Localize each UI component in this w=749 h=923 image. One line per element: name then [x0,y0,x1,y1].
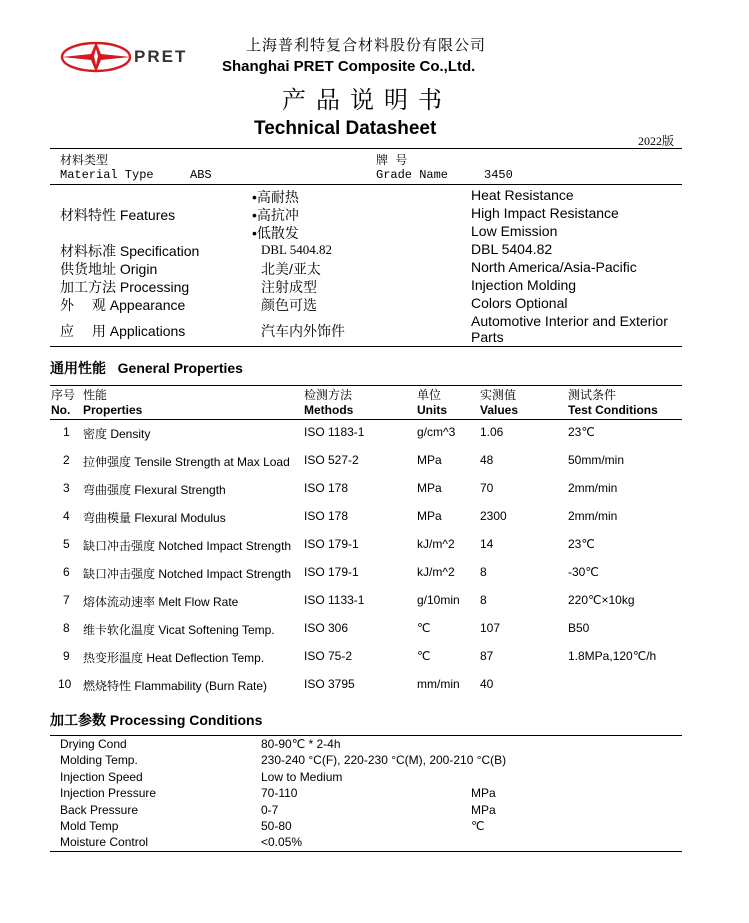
edition: 2022版 [638,134,675,148]
cell-method: ISO 178 [304,509,349,523]
cell-unit: MPa [417,453,442,467]
cell-no: 1 [63,425,70,439]
cell-prop: 弯曲强度 Flexural Strength [83,483,226,497]
cell-cond: -30℃ [568,565,599,579]
features-label: 材料特性 Features [60,207,176,223]
cell-no: 3 [63,481,70,495]
cell-method: ISO 178 [304,481,349,495]
material-type-value: ABS [190,168,212,182]
list-item [0,819,749,835]
cell-value: 1.06 [480,425,504,439]
feature-en-3: Low Emission [471,223,558,239]
applications-en-2: Parts [471,329,504,345]
table-row [0,481,749,501]
table-row [0,565,749,585]
company-logo [60,40,200,74]
proc-value: 230-240 °C(F), 220-230 °C(M), 200-210 °C(B) [261,753,507,768]
processing-heading: 加工参数 Processing Conditions [50,712,263,728]
table-row [0,621,749,641]
cell-no: 8 [63,621,70,635]
proc-value: 70-110 [261,786,298,801]
cell-cond: 50mm/min [568,453,625,467]
feature-en-1: Heat Resistance [471,187,574,203]
proc-value: <0.05% [261,835,303,850]
general-header-en: No. Properties Methods Units Values Test Conditions [51,403,658,417]
top-rule [50,148,682,149]
general-header-rule [50,419,682,420]
appearance-label: 外 观 Appearance [60,297,186,313]
feature-cn-2: •高抗冲 [252,207,299,223]
cell-value: 40 [480,677,494,691]
spec-label: 材料标准 Specification [60,243,200,259]
feature-cn-1: •高耐热 [252,189,299,205]
info-bottom-rule [50,346,682,347]
cell-unit: ℃ [417,649,431,663]
cell-prop: 密度 Density [83,427,151,441]
processing-label: 加工方法 Processing [60,279,190,295]
grade-rule [50,184,682,185]
list-item [0,753,749,769]
table-row [0,677,749,697]
logo-text: PRET [134,47,188,66]
cell-no: 6 [63,565,70,579]
cell-no: 10 [58,677,72,691]
material-type-label-en: Material Type [60,168,154,182]
cell-no: 7 [63,593,70,607]
cell-method: ISO 179-1 [304,537,359,551]
cell-prop: 维卡软化温度 Vicat Softening Temp. [83,623,275,637]
cell-value: 107 [480,621,501,635]
proc-value: Low to Medium [261,769,343,784]
processing-cn: 注射成型 [261,279,317,295]
cell-cond: 2mm/min [568,481,618,495]
applications-label: 应 用 Applications [60,323,186,339]
cell-value: 2300 [480,509,507,523]
cell-cond: 23℃ [568,425,595,439]
list-item [0,770,749,786]
applications-cn: 汽车内外饰件 [261,323,345,339]
table-row [0,453,749,473]
doc-title-en: Technical Datasheet [254,118,437,139]
cell-value: 70 [480,481,494,495]
cell-value: 8 [480,565,487,579]
cell-prop: 缺口冲击强度 Notched Impact Strength [83,539,292,553]
proc-unit: ℃ [471,819,485,833]
cell-unit: kJ/m^2 [417,565,455,579]
list-item [0,786,749,802]
list-item [0,737,749,753]
cell-unit: g/10min [417,593,460,607]
cell-unit: ℃ [417,621,431,635]
general-header-cn: 序号 性能 检测方法 单位 实测值 测试条件 [51,388,617,402]
proc-label: Back Pressure [60,802,139,817]
proc-unit: MPa [471,802,496,817]
cell-cond: 220℃×10kg [568,593,635,607]
proc-unit: MPa [471,786,496,801]
cell-unit: kJ/m^2 [417,537,455,551]
spec-en: DBL 5404.82 [471,241,553,257]
table-row [0,509,749,529]
cell-no: 4 [63,509,70,523]
origin-en: North America/Asia-Pacific [471,259,637,275]
origin-label: 供货地址 Origin [60,261,158,277]
cell-method: ISO 75-2 [304,649,353,663]
cell-value: 87 [480,649,494,663]
cell-no: 5 [63,537,70,551]
applications-en-1: Automotive Interior and Exterior [471,313,668,329]
grade-label-cn: 牌 号 [376,154,408,168]
list-item [0,803,749,819]
proc-label: Injection Pressure [60,786,157,801]
doc-title-cn: 产 品 说 明 书 [282,88,444,114]
company-name-en: Shanghai PRET Composite Co.,Ltd. [222,58,476,75]
proc-label: Injection Speed [60,769,143,784]
general-heading: 通用性能 General Properties [50,360,243,376]
grade-label-en: Grade Name [376,168,449,182]
cell-prop: 拉伸强度 Tensile Strength at Max Load [83,455,290,469]
cell-no: 2 [63,453,70,467]
cell-prop: 缺口冲击强度 Notched Impact Strength [83,567,292,581]
cell-value: 8 [480,593,487,607]
grade-value: 3450 [484,168,513,182]
cell-method: ISO 3795 [304,677,355,691]
proc-label: Molding Temp. [60,753,138,768]
list-item [0,835,749,851]
feature-en-2: High Impact Resistance [471,205,619,221]
spec-cn: DBL 5404.82 [261,242,333,257]
cell-cond: 1.8MPa,120℃/h [568,649,657,663]
processing-en: Injection Molding [471,277,577,293]
cell-method: ISO 306 [304,621,349,635]
cell-unit: mm/min [417,677,460,691]
proc-value: 0-7 [261,802,279,817]
feature-cn-3: •低散发 [252,225,299,241]
appearance-en: Colors Optional [471,295,568,311]
cell-no: 9 [63,649,70,663]
cell-value: 48 [480,453,494,467]
proc-value: 80-90℃ * 2-4h [261,737,341,751]
proc-value: 50-80 [261,819,292,833]
appearance-cn: 颜色可选 [261,297,317,313]
origin-cn: 北美/亚太 [261,261,321,277]
proc-label: Mold Temp [60,819,119,833]
pret-star-logo-icon [60,40,132,74]
table-row [0,593,749,613]
processing-bottom-rule [50,851,682,852]
table-row [0,425,749,445]
cell-method: ISO 527-2 [304,453,359,467]
cell-cond: B50 [568,621,590,635]
cell-prop: 弯曲模量 Flexural Modulus [83,511,226,525]
cell-cond: 2mm/min [568,509,618,523]
cell-value: 14 [480,537,494,551]
cell-unit: MPa [417,481,442,495]
cell-prop: 熔体流动速率 Melt Flow Rate [83,595,239,609]
proc-label: Drying Cond [60,737,127,751]
cell-method: ISO 1183-1 [304,425,365,439]
cell-unit: g/cm^3 [417,425,456,439]
table-row [0,649,749,669]
company-name-cn: 上海普利特复合材料股份有限公司 [246,38,487,54]
proc-label: Moisture Control [60,835,149,850]
table-row [0,537,749,557]
cell-unit: MPa [417,509,442,523]
material-type-label-cn: 材料类型 [60,154,109,168]
processing-top-rule [50,735,682,736]
cell-method: ISO 179-1 [304,565,359,579]
cell-cond: 23℃ [568,537,595,551]
cell-prop: 燃烧特性 Flammability (Burn Rate) [83,679,268,693]
cell-method: ISO 1133-1 [304,593,365,607]
cell-prop: 热变形温度 Heat Deflection Temp. [83,651,265,665]
